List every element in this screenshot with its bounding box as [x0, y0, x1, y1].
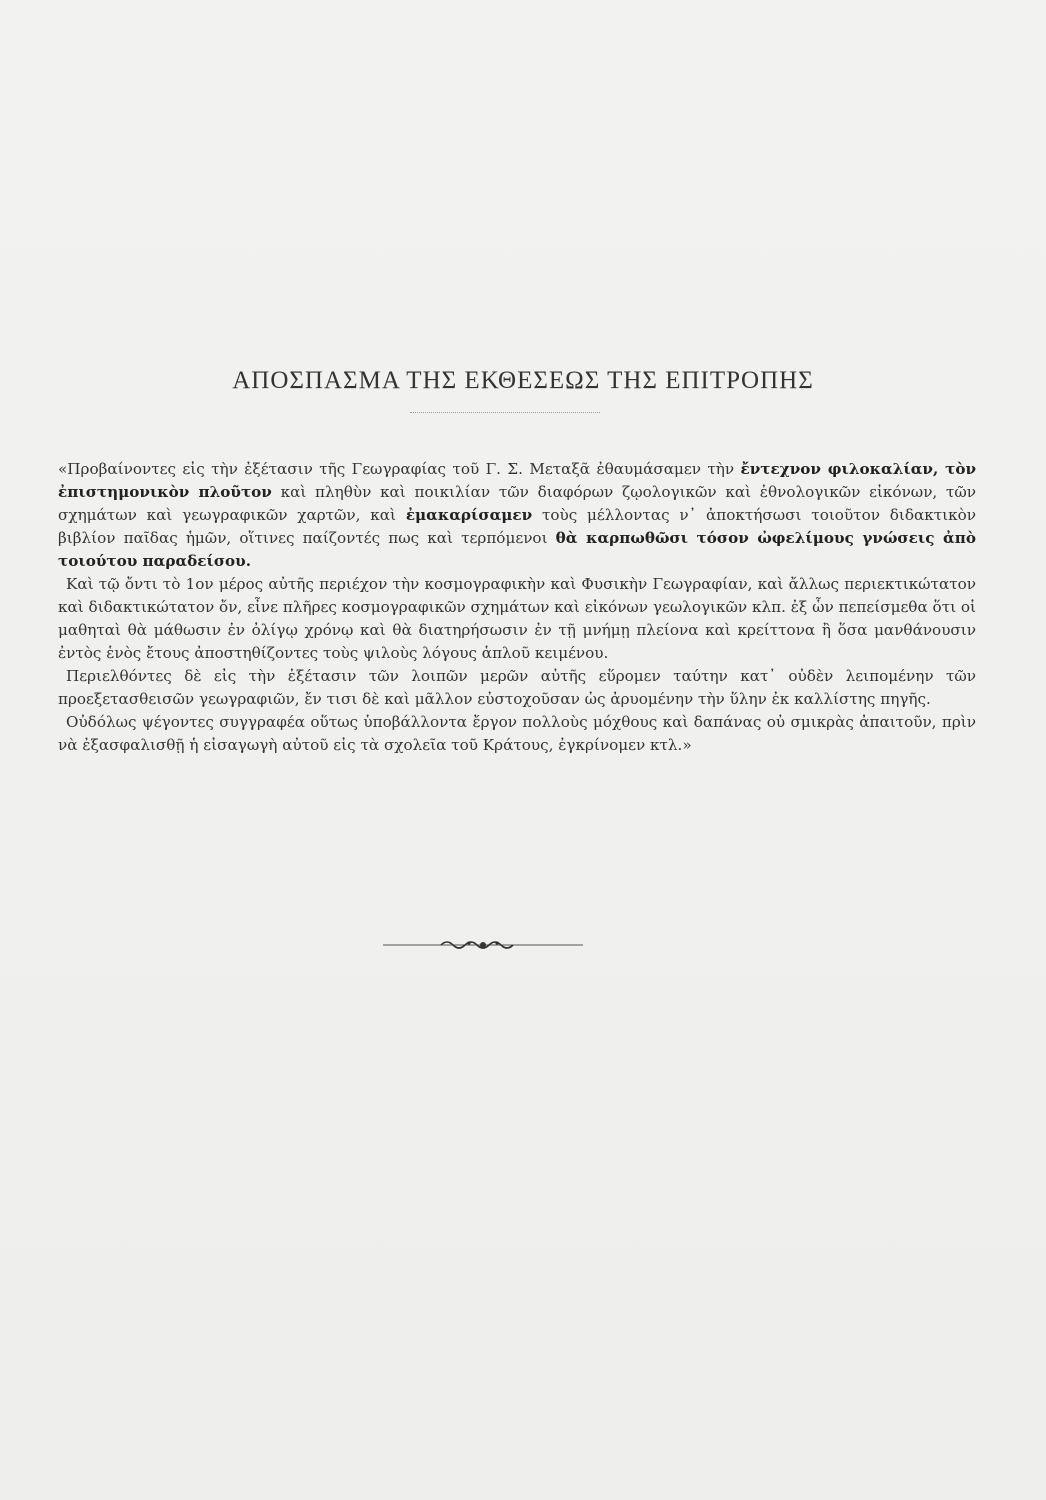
bold-text-run: ἔντεχνον φιλοκαλίαν, τὸν ἐπιστημονικὸν πλοῦτον — [58, 460, 976, 501]
bold-text-run: ἐμακαρίσαμεν — [405, 506, 533, 524]
text-run: τοὺς μέλλοντας ν᾿ ἀποκτήσωσι τοιοῦτον διδακτικὸν βιβλίον παῖδας ἡμῶν, οἵτινες παίζοντές πως καὶ τερπόμενοι — [58, 506, 976, 547]
paragraph-2 — [58, 573, 976, 665]
bold-text-run: θὰ καρπωθῶσι τόσον ὠφελίμους γνώσεις ἀπὸ τοιούτου παραδείσου. — [58, 529, 976, 570]
decorative-ornament-rule — [383, 936, 583, 952]
text-run: Περιελθόντες δὲ εἰς τὴν ἐξέτασιν τῶν λοιπῶν μερῶν αὐτῆς εὕρομεν ταύτην κατ᾿ οὐδὲν λειπομένην τῶν προεξετασθεισῶν γεωγραφιῶν, ἔν τισι δὲ καὶ μᾶλλον εὐστοχοῦσαν ὡς ἀρυομένην τὴν ὕλην ἐκ καλλίστης πηγῆς. — [58, 667, 976, 708]
page-title: ΑΠΟΣΠΑΣΜΑ ΤΗΣ ΕΚΘΕΣΕΩΣ ΤΗΣ ΕΠΙΤΡΟΠΗΣ — [232, 366, 814, 394]
paragraph-3 — [58, 665, 976, 711]
paragraph-4 — [58, 711, 976, 757]
paragraph-1 — [58, 458, 976, 573]
text-run: καὶ πληθὺν καὶ ποικιλίαν τῶν διαφόρων ζῳολογικῶν καὶ ἐθνολογικῶν εἰκόνων, τῶν σχημάτων καὶ γεωγραφικῶν χαρτῶν, καὶ — [58, 483, 976, 524]
text-run: «Προβαίνοντες εἰς τὴν ἐξέτασιν τῆς Γεωγραφίας τοῦ Γ. Σ. Μεταξᾶ ἐθαυμάσαμεν τὴν — [58, 460, 741, 478]
report-excerpt-body — [58, 458, 976, 757]
text-run: Καὶ τῷ ὄντι τὸ 1ον μέρος αὐτῆς περιέχον τὴν κοσμογραφικὴν καὶ Φυσικὴν Γεωγραφίαν, καὶ ἄλλως περιεκτικώτατον καὶ διδακτικώτατον ὄν, εἶνε πλῆρες κοσμογραφικῶν σχημάτων καὶ εἰκόνων γεωλογικῶν κλπ. ἐξ ὧν πεπείσμεθα ὅτι οἱ μαθηταὶ θὰ μάθωσιν ἐν ὀλίγῳ χρόνῳ καὶ θὰ διατηρήσωσιν ἐν τῇ μνήμῃ πλείονα καὶ κρείττονα ἢ ὅσα μανθάνουσιν ἐντὸς ἑνὸς ἔτους ἀποστηθίζοντες τοὺς ψιλοὺς λόγους ἁπλοῦ κειμένου. — [58, 575, 976, 662]
text-run: Οὐδόλως ψέγοντες συγγραφέα οὕτως ὑποβάλλοντα ἔργον πολλοὺς μόχθους καὶ δαπάνας οὐ σμικρὰς ἀπαιτοῦν, πρὶν νὰ ἐξασφαλισθῇ ἡ εἰσαγωγὴ αὐτοῦ εἰς τὰ σχολεῖα τοῦ Κράτους, ἐγκρίνομεν κτλ.» — [58, 713, 976, 754]
title-divider — [410, 412, 600, 413]
